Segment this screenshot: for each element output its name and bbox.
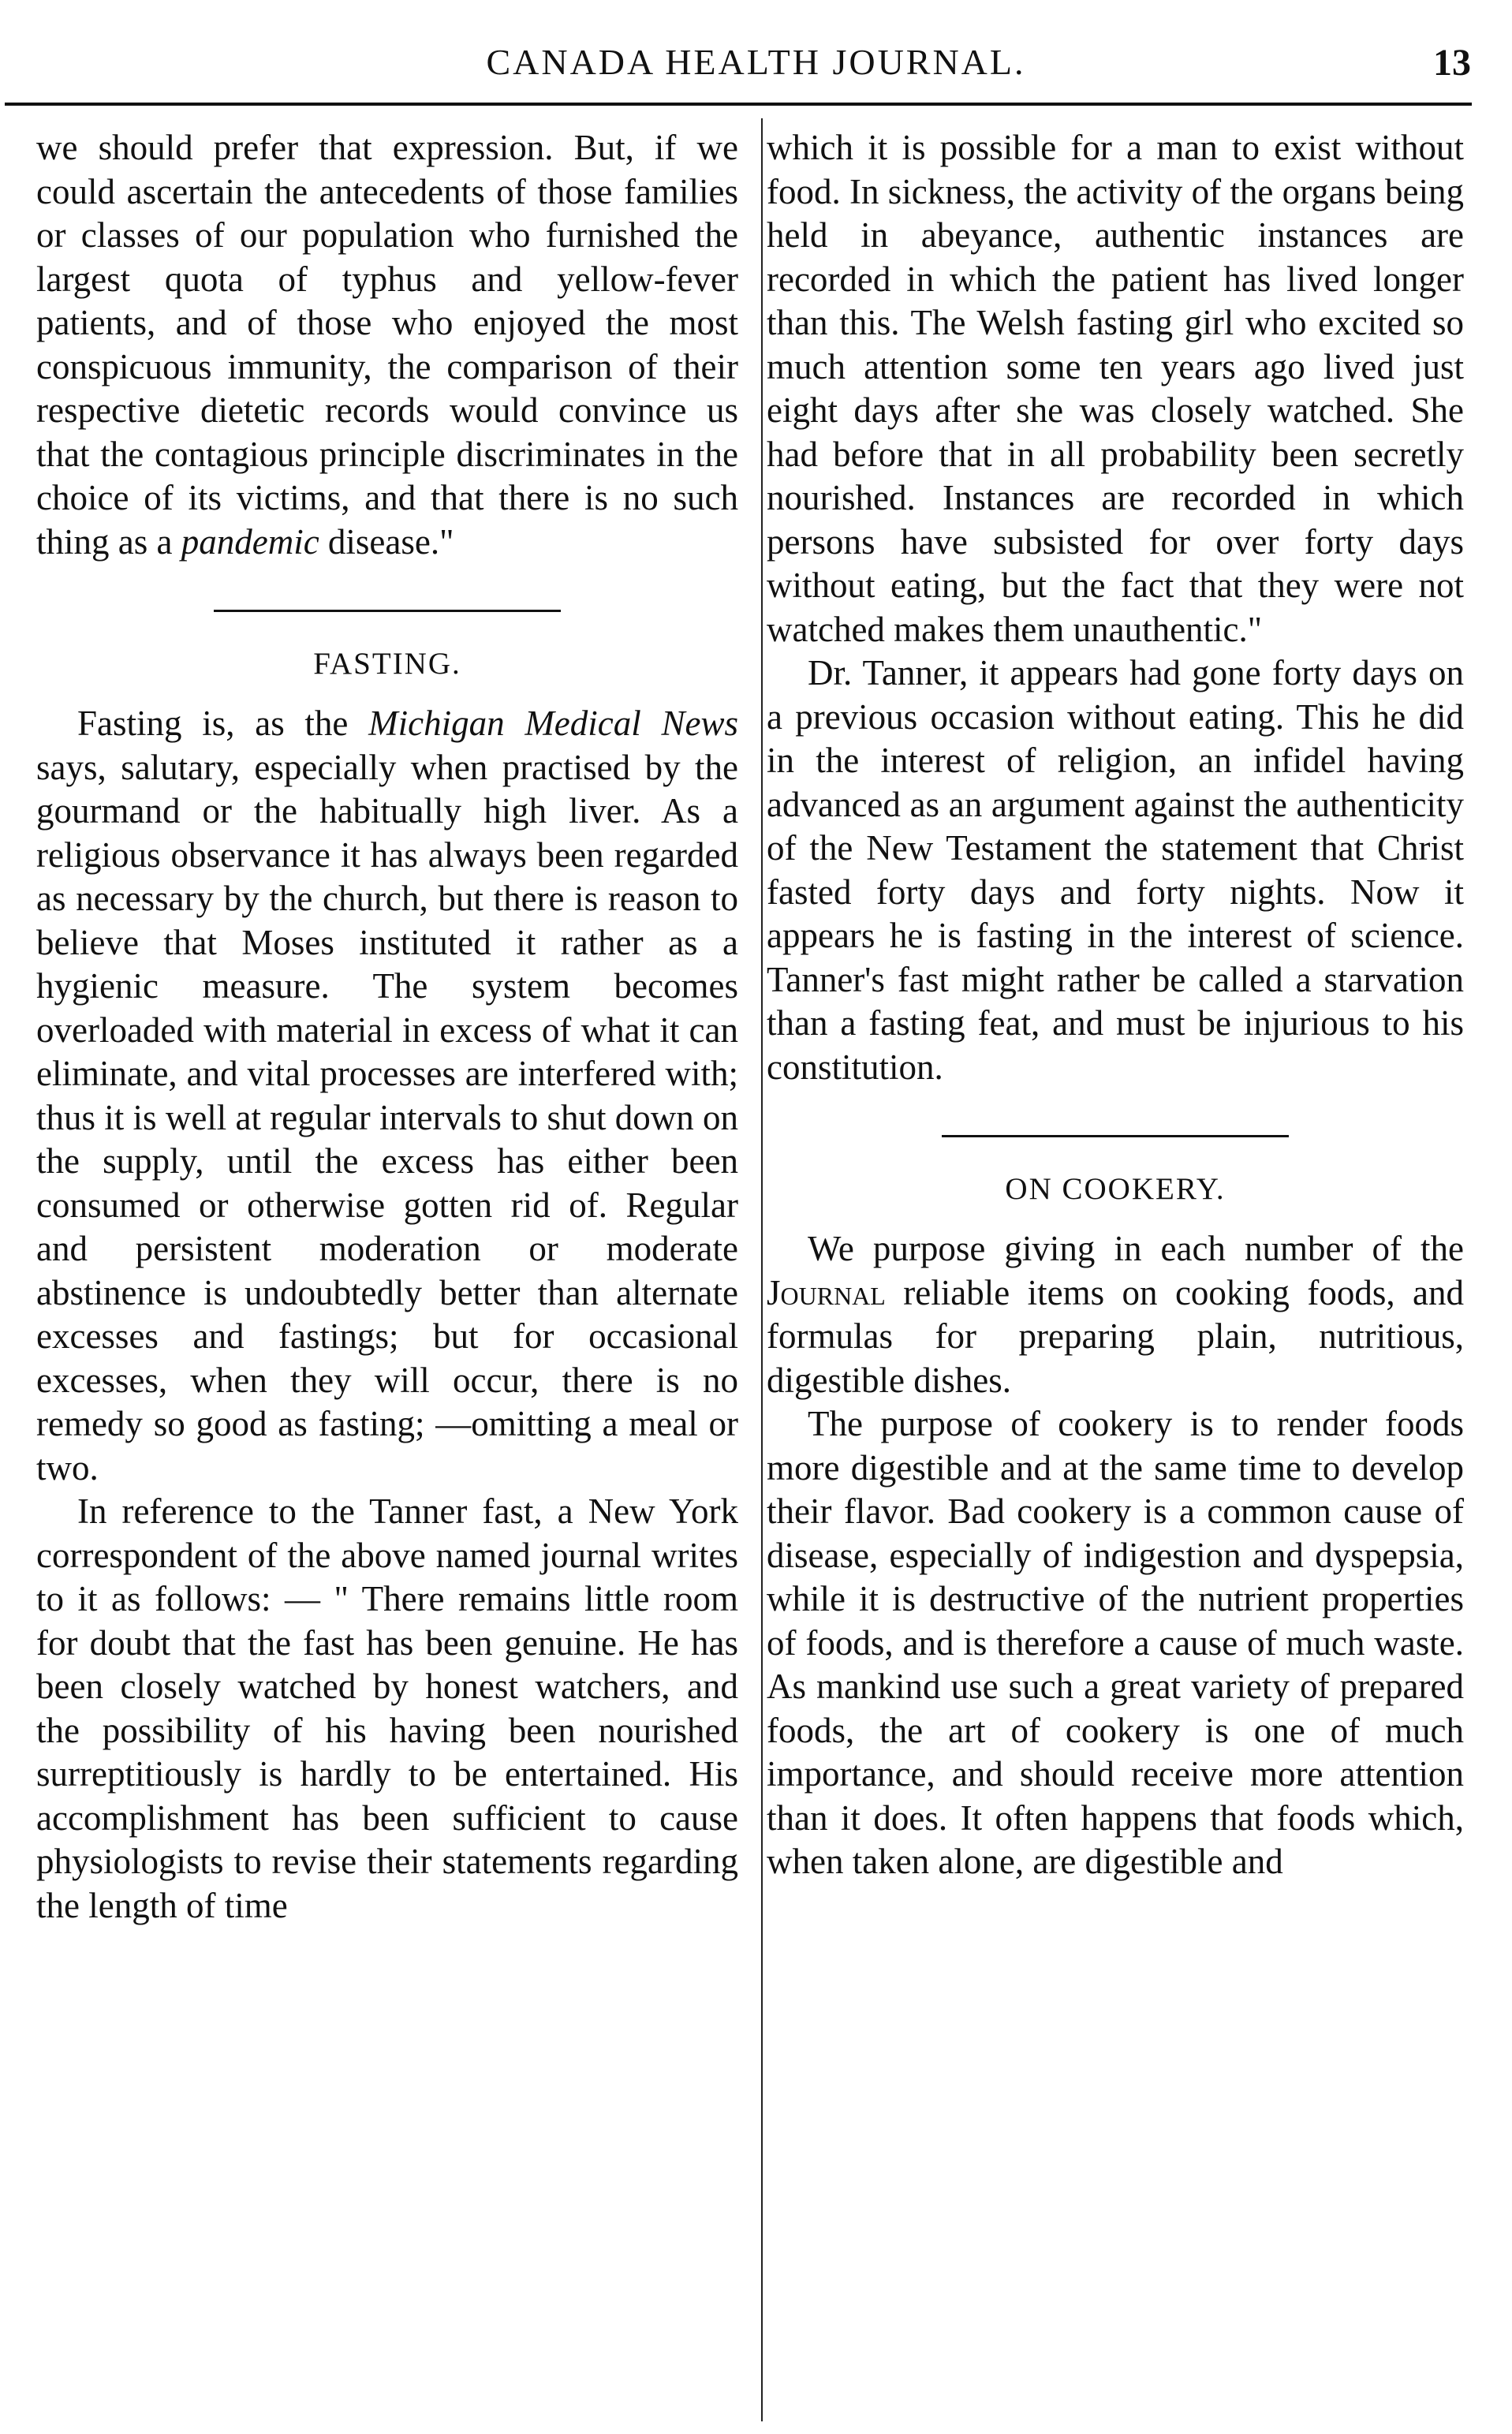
continuation-end: disease." (319, 521, 454, 562)
fasting-heading: FASTING. (313, 647, 461, 681)
running-header-title: CANADA HEALTH JOURNAL. (486, 42, 1026, 82)
section-rule (942, 1135, 1289, 1137)
journal-name: Journal (767, 1272, 886, 1312)
left-column (36, 126, 738, 1928)
right-column (767, 126, 1464, 1884)
continuation-paragraph (36, 126, 738, 564)
continuation-text: we should prefer that expression. But, if we could ascertain the antecedents of those families or classes of our population who furnished the largest quota of typhus and yellow-fever patients, and of those who enjoyed the most conspicuous immunity, the comparison of their respective dietetic records would convince us that the contagious principle discriminates in the choice of its victims, and that there is no such thing as a (36, 128, 738, 562)
cookery-paragraph-2: The purpose of cookery is to render foods more digestible and at the same time to develop their flavor. Bad cookery is a common cause of disease, especially of indigestion and dyspepsia, while it is destructive of the nutrient properties of foods, and is therefore a cause of much waste. As mankind use such a great variety of prepared foods, the art of cookery is one of much importance, and should receive more attention than it does. It often happens that foods which, when taken alone, are digestible and (767, 1404, 1464, 1881)
fasting-paragraph-3: Dr. Tanner, it appears had gone forty days on a previous occasion without eating. This he did in the interest of religion, an infidel having advanced as an argument against the authenticity of the New Testament the statement that Christ fasted forty days and forty nights. Now it appears he is fasting in the interest of science. Tanner's fast might rather be called a starvation than a fasting feat, and must be injurious to his constitution. (767, 653, 1464, 1087)
continuation-emphasis: pandemic (181, 521, 319, 562)
fasting-p1-text: Fasting is, as the (77, 704, 369, 743)
section-rule (214, 610, 561, 612)
fasting-paragraph-1 (36, 702, 738, 1490)
header-rule (5, 103, 1472, 106)
cookery-p1-rest: reliable items on cooking foods, and formulas for preparing plain, nutritious, digestible dishes. (767, 1272, 1464, 1400)
cookery-p1-text: We purpose giving in each number of the (808, 1229, 1464, 1268)
fasting-paragraph-2-continued: which it is possible for a man to exist without food. In sickness, the activity of the organs being held in abeyance, authentic instances are recorded in which the patient has lived longer than this. The Welsh fasting girl who excited so much attention some ten years ago lived just eight days after she was closely watched. She had before that in all probability been secretly nourished. Instances are recorded in which persons have subsisted for over forty days without eating, but the fact that they were not watched makes them unauthentic." (767, 128, 1464, 649)
fasting-paragraph-2: In reference to the Tanner fast, a New York correspondent of the above named journal writes to it as follows: — " There remains little room for doubt that the fast has been genuine. He has been closely watched by honest watchers, and the possibility of his having been nourished surreptitiously is hardly to be entertained. His accomplishment has been sufficient to cause physiologists to revise their statements regarding the length of time (36, 1491, 738, 1925)
column-divider (761, 118, 763, 2421)
fasting-p1-rest: says, salutary, especially when practised by the gourmand or the habitually high liver. As a religious observance it has always been regarded as necessary by the church, but there is reason to believe that Moses instituted it rather as a hygienic measure. The system becomes overloaded with material in excess of what it can eliminate, and vital processes are interfered with; thus it is well at regular intervals to shut down on the supply, until the excess has either been consumed or otherwise gotten rid of. Regular and persistent moderation or moderate abstinence is undoubtedly better than alternate excesses and fastings; but for occasional excesses, when they will occur, there is no remedy so good as fasting; —omitting a meal or two. (36, 747, 738, 1488)
publication-name: Michigan Medical News (368, 704, 738, 743)
cookery-heading: ON COOKERY. (1005, 1172, 1226, 1206)
page-number: 13 (1433, 42, 1471, 84)
cookery-paragraph-1 (767, 1227, 1464, 1402)
